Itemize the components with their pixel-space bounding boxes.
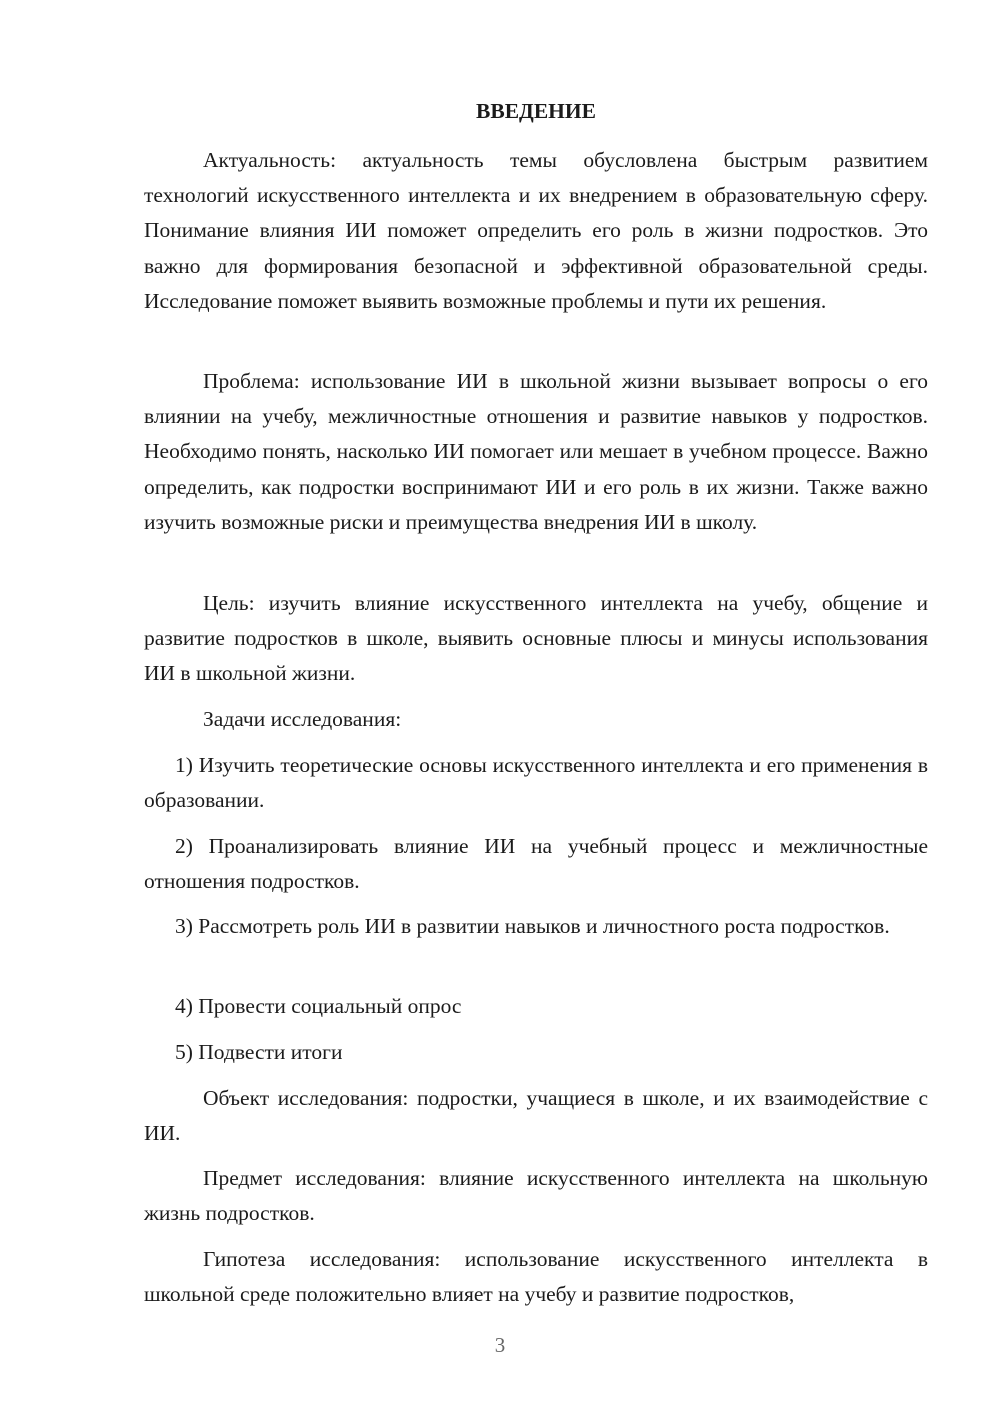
paragraph-relevance: Актуальность: актуальность темы обусловлена быстрым развитием технологий искусственного интеллекта и их внедрением в образовательную сферу. Понимание влияния ИИ поможет определить его роль в жизни подростков. Это важно для формирования безопасной и эффективной образовательной среды. Исследование поможет выявить возможные проблемы и пути их решения. xyxy=(144,148,928,313)
list-item-task-4: 4) Провести социальный опрос xyxy=(175,994,462,1018)
paragraph-problem: Проблема: использование ИИ в школьной жизни вызывает вопросы о его влиянии на учебу, межличностные отношения и развитие навыков у подростков. Необходимо понять, насколько ИИ помогает или мешает в учебном процессе. Важно определить, как подростки воспринимают ИИ и его роль в их жизни. Также важно изучить возможные риски и преимущества внедрения ИИ в школу. xyxy=(144,369,928,534)
paragraph-object: Объект исследования: подростки, учащиеся в школе, и их взаимодействие с ИИ. xyxy=(144,1086,928,1146)
paragraph-goal: Цель: изучить влияние искусственного интеллекта на учебу, общение и развитие подростков в школе, выявить основные плюсы и минусы использования ИИ в школьной жизни. xyxy=(144,591,928,686)
list-item-task-5: 5) Подвести итоги xyxy=(175,1040,343,1064)
page-title: ВВЕДЕНИЕ xyxy=(476,99,596,123)
list-item-task-3: 3) Рассмотреть роль ИИ в развитии навыков и личностного роста подростков. xyxy=(175,914,890,938)
paragraph-tasks-heading: Задачи исследования: xyxy=(203,707,402,731)
list-item-task-2: 2) Проанализировать влияние ИИ на учебный процесс и межличностные отношения подростков. xyxy=(144,834,928,894)
paragraph-hypothesis: Гипотеза исследования: использование искусственного интеллекта в школьной среде положительно влияет на учебу и развитие подростков, xyxy=(144,1247,928,1307)
list-item-task-1: 1) Изучить теоретические основы искусственного интеллекта и его применения в образовании. xyxy=(144,753,928,813)
paragraph-subject: Предмет исследования: влияние искусственного интеллекта на школьную жизнь подростков. xyxy=(144,1166,928,1226)
page-number: 3 xyxy=(494,1333,506,1357)
